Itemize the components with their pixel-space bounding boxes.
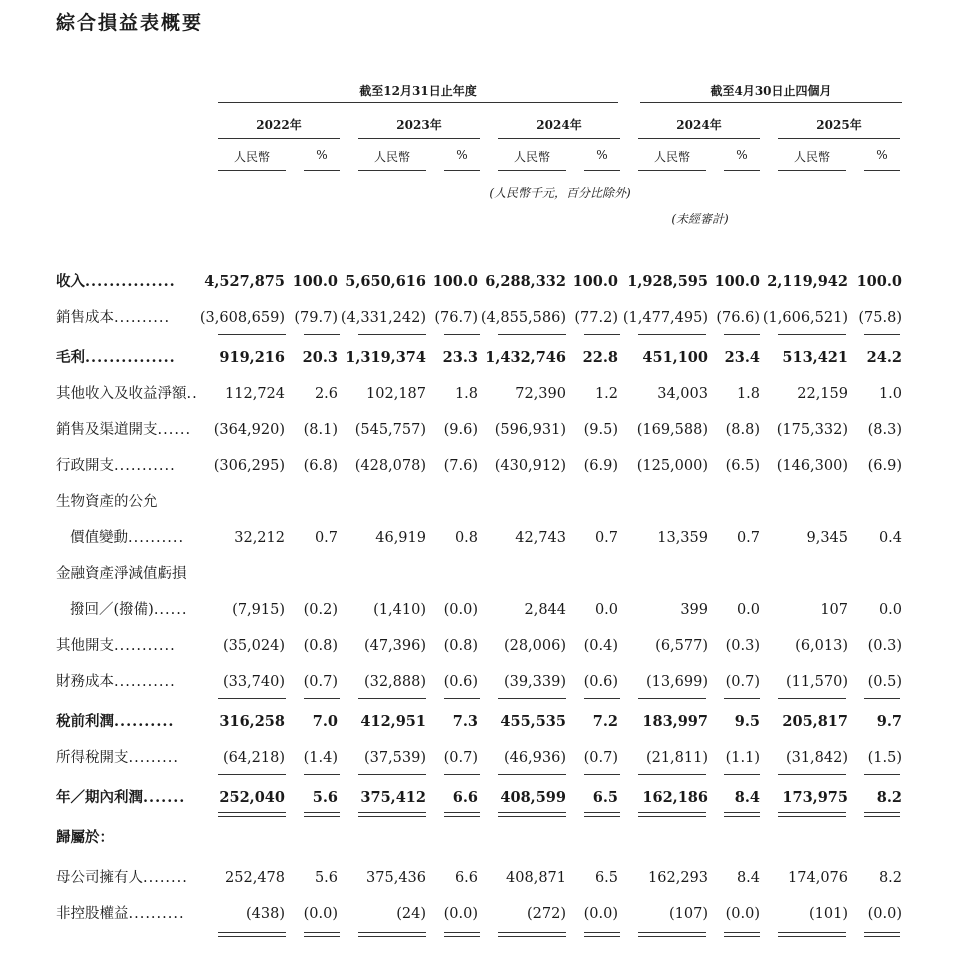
amount-cell: (33,740) [222, 674, 285, 690]
divider [724, 816, 760, 817]
amount-cell: 408,599 [500, 789, 566, 806]
divider [638, 138, 760, 139]
divider [778, 936, 846, 937]
percent-cell: (77.2) [574, 310, 618, 326]
divider [498, 774, 566, 775]
amount-cell: (364,920) [213, 422, 285, 438]
divider [864, 816, 900, 817]
percent-cell: (76.6) [716, 310, 760, 326]
percent-cell: 8.4 [734, 789, 760, 806]
divider [584, 936, 620, 937]
row-label: 生物資產的公允 [56, 494, 158, 510]
amount-cell: 173,975 [782, 789, 848, 806]
divider [358, 812, 426, 813]
percent-cell: (1.1) [725, 750, 760, 766]
divider [498, 138, 620, 139]
percent-cell: 0.0 [594, 602, 618, 618]
row-label: 行政開支........... [56, 458, 176, 474]
amount-cell: (1,606,521) [762, 310, 848, 326]
table-row [0, 634, 960, 658]
percent-cell: 100.0 [432, 273, 478, 290]
amount-cell: (1,477,495) [622, 310, 708, 326]
divider [498, 936, 566, 937]
percent-cell: 0.7 [314, 530, 338, 546]
divider [358, 774, 426, 775]
divider [778, 774, 846, 775]
percent-cell: 100.0 [572, 273, 618, 290]
divider [584, 170, 620, 171]
divider [304, 334, 340, 335]
amount-cell: 22,159 [797, 386, 848, 402]
table-row [0, 866, 960, 890]
amount-cell: 5,650,616 [345, 273, 426, 290]
row-label: 撥回／(撥備)...... [70, 602, 188, 618]
year-header-2024: 2024年 [536, 118, 582, 132]
table-row [0, 826, 960, 850]
amount-cell: (146,300) [776, 458, 848, 474]
table-row [0, 270, 960, 294]
currency-subheader: 人民幣 [793, 150, 830, 164]
amount-cell: 2,844 [524, 602, 566, 618]
amount-cell: 9,345 [806, 530, 848, 546]
divider [358, 170, 426, 171]
divider [498, 816, 566, 817]
amount-cell: (125,000) [636, 458, 708, 474]
percent-cell: (1.5) [867, 750, 902, 766]
divider [724, 334, 760, 335]
table-row [0, 306, 960, 330]
divider [498, 932, 566, 933]
percent-cell: (8.1) [303, 422, 338, 438]
divider [864, 774, 900, 775]
amount-cell: 72,390 [515, 386, 566, 402]
percent-cell: 100.0 [856, 273, 902, 290]
percent-cell: (0.0) [725, 906, 760, 922]
divider [640, 102, 902, 103]
amount-cell: (3,608,659) [199, 310, 285, 326]
divider [584, 774, 620, 775]
percent-cell: (0.0) [583, 906, 618, 922]
amount-cell: (24) [396, 906, 426, 922]
amount-cell: (306,295) [213, 458, 285, 474]
percent-cell: (0.0) [443, 602, 478, 618]
percent-cell: (0.0) [443, 906, 478, 922]
percent-cell: 23.4 [724, 349, 760, 366]
percent-cell: (0.7) [725, 674, 760, 690]
divider [304, 774, 340, 775]
unaudited-note: (未經審計) [671, 212, 729, 226]
amount-cell: (272) [527, 906, 566, 922]
row-label: 非控股權益.......... [56, 906, 185, 922]
percent-subheader: % [736, 148, 748, 162]
percent-cell: (75.8) [858, 310, 902, 326]
percent-cell: (0.7) [443, 750, 478, 766]
divider [584, 334, 620, 335]
amount-cell: 252,478 [225, 870, 285, 886]
divider [444, 816, 480, 817]
divider [864, 698, 900, 699]
divider [304, 698, 340, 699]
row-label: 年／期內利潤....... [56, 789, 186, 806]
percent-cell: (0.7) [583, 750, 618, 766]
divider [724, 698, 760, 699]
divider [358, 936, 426, 937]
amount-cell: (175,332) [776, 422, 848, 438]
amount-cell: 316,258 [219, 713, 285, 730]
divider [358, 932, 426, 933]
amount-cell: (545,757) [354, 422, 426, 438]
divider [498, 170, 566, 171]
percent-cell: 0.0 [878, 602, 902, 618]
percent-cell: (0.0) [303, 906, 338, 922]
percent-cell: 5.6 [314, 870, 338, 886]
page-title: 綜合損益表概要 [56, 12, 204, 34]
percent-cell: 1.8 [454, 386, 478, 402]
currency-subheader: 人民幣 [653, 150, 690, 164]
amount-cell: (428,078) [354, 458, 426, 474]
amount-cell: 919,216 [219, 349, 285, 366]
divider [638, 774, 706, 775]
divider [864, 170, 900, 171]
row-label: 銷售及渠道開支...... [56, 422, 192, 438]
row-label: 收入............... [56, 273, 176, 290]
divider [864, 334, 900, 335]
row-label: 歸屬於： [56, 829, 114, 846]
divider [584, 932, 620, 933]
divider [584, 812, 620, 813]
group-header-annual: 截至12月31日止年度 [359, 84, 477, 98]
percent-cell: 7.2 [592, 713, 618, 730]
divider [724, 936, 760, 937]
percent-cell: (0.4) [583, 638, 618, 654]
divider [444, 334, 480, 335]
percent-cell: (0.6) [583, 674, 618, 690]
percent-cell: 23.3 [442, 349, 478, 366]
divider [444, 932, 480, 933]
unit-note: (人民幣千元，百分比除外) [489, 186, 631, 200]
divider [638, 334, 706, 335]
percent-cell: (6.9) [867, 458, 902, 474]
amount-cell: (28,006) [503, 638, 566, 654]
divider [778, 816, 846, 817]
amount-cell: 46,919 [375, 530, 426, 546]
amount-cell: 112,724 [225, 386, 285, 402]
amount-cell: 162,186 [642, 789, 708, 806]
percent-cell: 8.2 [878, 870, 902, 886]
percent-cell: (79.7) [294, 310, 338, 326]
amount-cell: 6,288,332 [485, 273, 566, 290]
amount-cell: 399 [680, 602, 708, 618]
divider [724, 170, 760, 171]
amount-cell: (4,855,586) [480, 310, 566, 326]
amount-cell: (35,024) [222, 638, 285, 654]
year-header-2023: 2023年 [396, 118, 442, 132]
percent-cell: 8.4 [736, 870, 760, 886]
divider [358, 698, 426, 699]
percent-cell: 24.2 [866, 349, 902, 366]
percent-cell: (6.8) [303, 458, 338, 474]
percent-cell: (8.3) [867, 422, 902, 438]
divider [778, 698, 846, 699]
amount-cell: 183,997 [642, 713, 708, 730]
percent-cell: (8.8) [725, 422, 760, 438]
amount-cell: 412,951 [360, 713, 426, 730]
percent-cell: (6.5) [725, 458, 760, 474]
amount-cell: (596,931) [494, 422, 566, 438]
divider [778, 138, 900, 139]
divider [444, 698, 480, 699]
divider [358, 334, 426, 335]
divider [778, 812, 846, 813]
amount-cell: 34,003 [657, 386, 708, 402]
percent-subheader: % [876, 148, 888, 162]
amount-cell: (7,915) [232, 602, 285, 618]
divider [724, 774, 760, 775]
divider [358, 138, 480, 139]
percent-cell: 1.8 [736, 386, 760, 402]
year-header-2025-interim: 2025年 [816, 118, 862, 132]
percent-cell: (0.8) [443, 638, 478, 654]
percent-cell: 6.5 [592, 789, 618, 806]
divider [778, 170, 846, 171]
currency-subheader: 人民幣 [373, 150, 410, 164]
row-label: 其他收入及收益淨額.. [56, 386, 198, 402]
year-header-2022: 2022年 [256, 118, 302, 132]
amount-cell: 102,187 [366, 386, 426, 402]
group-header-interim: 截至4月30日止四個月 [710, 84, 832, 98]
amount-cell: 4,527,875 [204, 273, 285, 290]
divider [218, 816, 286, 817]
percent-cell: 9.7 [876, 713, 902, 730]
divider [638, 698, 706, 699]
divider [864, 812, 900, 813]
divider [444, 170, 480, 171]
divider [724, 812, 760, 813]
percent-cell: 0.4 [878, 530, 902, 546]
percent-cell: (0.6) [443, 674, 478, 690]
percent-cell: (0.3) [725, 638, 760, 654]
table-row [0, 454, 960, 478]
amount-cell: (46,936) [503, 750, 566, 766]
divider [218, 102, 618, 103]
divider [304, 816, 340, 817]
amount-cell: (31,842) [785, 750, 848, 766]
amount-cell: 174,076 [788, 870, 848, 886]
divider [584, 698, 620, 699]
amount-cell: (13,699) [645, 674, 708, 690]
table-row [0, 786, 960, 810]
amount-cell: (101) [809, 906, 848, 922]
percent-subheader: % [596, 148, 608, 162]
percent-cell: 9.5 [734, 713, 760, 730]
divider [218, 774, 286, 775]
row-label: 母公司擁有人........ [56, 870, 188, 886]
amount-cell: 107 [820, 602, 848, 618]
percent-cell: (0.5) [867, 674, 902, 690]
table-row [0, 902, 960, 926]
currency-subheader: 人民幣 [513, 150, 550, 164]
amount-cell: 32,212 [234, 530, 285, 546]
row-label: 稅前利潤.......... [56, 713, 175, 730]
divider [498, 334, 566, 335]
percent-cell: (7.6) [443, 458, 478, 474]
percent-cell: (1.4) [303, 750, 338, 766]
table-row [0, 418, 960, 442]
year-header-2024-interim: 2024年 [676, 118, 722, 132]
percent-cell: 7.0 [312, 713, 338, 730]
divider [218, 932, 286, 933]
table-row [0, 598, 960, 622]
row-label: 毛利............... [56, 349, 176, 366]
divider [864, 936, 900, 937]
percent-cell: 7.3 [452, 713, 478, 730]
percent-cell: 6.6 [452, 789, 478, 806]
percent-cell: 0.7 [736, 530, 760, 546]
percent-cell: 100.0 [714, 273, 760, 290]
amount-cell: (107) [669, 906, 708, 922]
divider [638, 812, 706, 813]
amount-cell: 205,817 [782, 713, 848, 730]
divider [638, 816, 706, 817]
amount-cell: 513,421 [782, 349, 848, 366]
amount-cell: 2,119,942 [767, 273, 848, 290]
percent-cell: (9.6) [443, 422, 478, 438]
table-row [0, 710, 960, 734]
percent-subheader: % [316, 148, 328, 162]
amount-cell: (37,539) [363, 750, 426, 766]
table-row [0, 490, 960, 514]
table-row [0, 382, 960, 406]
divider [218, 812, 286, 813]
amount-cell: (21,811) [645, 750, 708, 766]
row-label: 價值變動.......... [70, 530, 185, 546]
divider [218, 936, 286, 937]
percent-cell: 0.0 [736, 602, 760, 618]
amount-cell: (32,888) [363, 674, 426, 690]
divider [304, 932, 340, 933]
table-row [0, 670, 960, 694]
divider [638, 170, 706, 171]
table-row [0, 562, 960, 586]
percent-cell: 0.7 [594, 530, 618, 546]
percent-cell: 5.6 [312, 789, 338, 806]
row-label: 財務成本........... [56, 674, 176, 690]
currency-subheader: 人民幣 [233, 150, 270, 164]
divider [304, 812, 340, 813]
table-row [0, 526, 960, 550]
row-label: 其他開支........... [56, 638, 176, 654]
amount-cell: 42,743 [515, 530, 566, 546]
amount-cell: 375,412 [360, 789, 426, 806]
divider [864, 932, 900, 933]
amount-cell: (430,912) [494, 458, 566, 474]
percent-cell: 1.0 [878, 386, 902, 402]
amount-cell: 1,928,595 [627, 273, 708, 290]
amount-cell: (47,396) [363, 638, 426, 654]
percent-cell: (9.5) [583, 422, 618, 438]
divider [218, 170, 286, 171]
divider [444, 936, 480, 937]
percent-cell: (0.3) [867, 638, 902, 654]
percent-cell: 100.0 [292, 273, 338, 290]
divider [638, 936, 706, 937]
table-row [0, 746, 960, 770]
divider [218, 334, 286, 335]
percent-cell: 8.2 [876, 789, 902, 806]
percent-cell: 22.8 [582, 349, 618, 366]
divider [218, 698, 286, 699]
row-label: 所得稅開支......... [56, 750, 179, 766]
divider [778, 334, 846, 335]
amount-cell: 162,293 [648, 870, 708, 886]
percent-cell: 20.3 [302, 349, 338, 366]
amount-cell: (4,331,242) [340, 310, 426, 326]
percent-cell: (0.7) [303, 674, 338, 690]
percent-cell: 6.5 [594, 870, 618, 886]
divider [444, 774, 480, 775]
amount-cell: (11,570) [785, 674, 848, 690]
amount-cell: 455,535 [500, 713, 566, 730]
percent-cell: (0.8) [303, 638, 338, 654]
divider [498, 812, 566, 813]
amount-cell: 1,319,374 [345, 349, 426, 366]
amount-cell: (39,339) [503, 674, 566, 690]
percent-cell: 1.2 [594, 386, 618, 402]
divider [584, 816, 620, 817]
amount-cell: 252,040 [219, 789, 285, 806]
amount-cell: 408,871 [506, 870, 566, 886]
amount-cell: (6,013) [795, 638, 848, 654]
amount-cell: 1,432,746 [485, 349, 566, 366]
amount-cell: (6,577) [655, 638, 708, 654]
percent-cell: 2.6 [314, 386, 338, 402]
divider [304, 170, 340, 171]
divider [724, 932, 760, 933]
divider [638, 932, 706, 933]
divider [498, 698, 566, 699]
divider [304, 936, 340, 937]
percent-cell: 6.6 [454, 870, 478, 886]
divider [218, 138, 340, 139]
percent-cell: (76.7) [434, 310, 478, 326]
amount-cell: 375,436 [366, 870, 426, 886]
divider [444, 812, 480, 813]
amount-cell: (1,410) [373, 602, 426, 618]
divider [778, 932, 846, 933]
amount-cell: 451,100 [642, 349, 708, 366]
percent-cell: 0.8 [454, 530, 478, 546]
percent-subheader: % [456, 148, 468, 162]
table-row [0, 346, 960, 370]
percent-cell: (6.9) [583, 458, 618, 474]
percent-cell: (0.2) [303, 602, 338, 618]
row-label: 銷售成本.......... [56, 310, 171, 326]
row-label: 金融資產淨減值虧損 [56, 566, 187, 582]
amount-cell: (438) [246, 906, 285, 922]
amount-cell: (169,588) [636, 422, 708, 438]
percent-cell: (0.0) [867, 906, 902, 922]
divider [358, 816, 426, 817]
amount-cell: 13,359 [657, 530, 708, 546]
amount-cell: (64,218) [222, 750, 285, 766]
